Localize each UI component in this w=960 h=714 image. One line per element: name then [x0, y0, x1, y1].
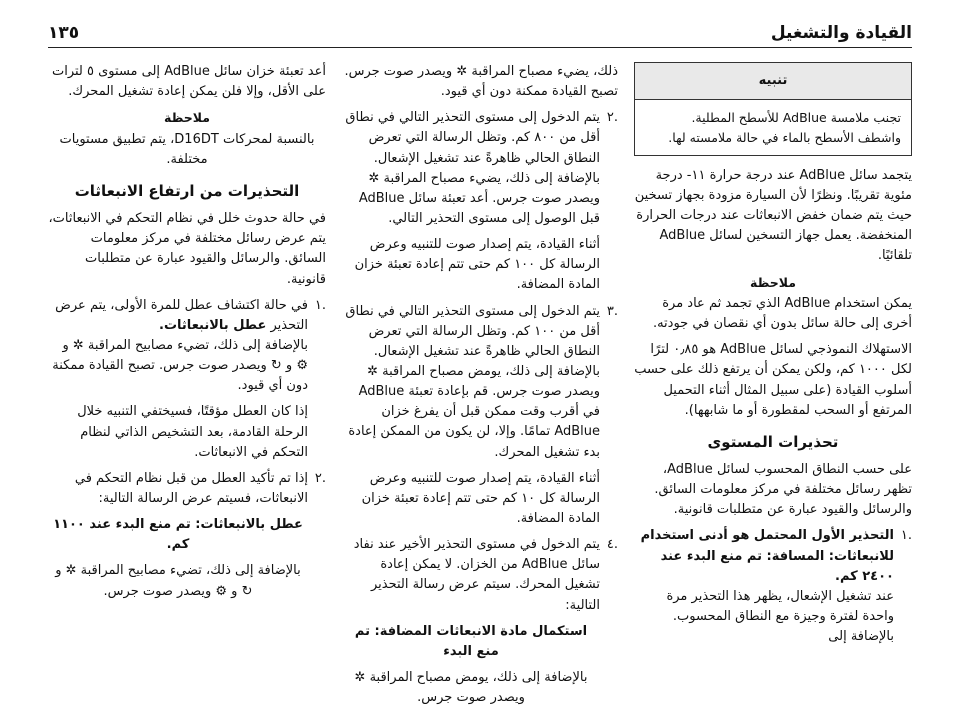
list-item-bold: استكمال مادة الانبعاثات المضافة: تم منع البدء: [354, 623, 588, 659]
list-item-text: يتم الدخول في مستوى التحذير الأخير عند نفاد سائل AdBlue من الخزان. لا يمكن إعادة تشغيل المحرك. سيتم عرض رسالة التحذير التالية:: [353, 537, 600, 613]
list-item-text: بالإضافة إلى ذلك، تضيء مصابيح المراقبة ✲ و ↻ و ⚙ ويصدر صوت جرس.: [55, 563, 301, 599]
list-item-text: إذا تم تأكيد العطل من قبل نظام التحكم في الانبعاثات، فسيتم عرض الرسالة التالية:: [74, 470, 308, 507]
notice-title: تنبيه: [635, 63, 911, 100]
list-item-bold: عطل بالانبعاثات.: [159, 317, 267, 333]
list-number: .١: [900, 528, 912, 544]
note-label: ملاحظة: [750, 274, 796, 290]
note-text: بالنسبة لمحركات D16DT، يتم تطبيق مستويات مختلفة.: [59, 131, 315, 167]
list-item-bold: عطل بالانبعاثات: تم منع البدء عند ١١٠٠ كم.: [53, 517, 303, 553]
list-item-text: يتم الدخول إلى مستوى التحذير التالي في نطاق أقل من ١٠٠ كم. وتظل الرسالة التي تعرض النطاق الحالي ظاهرةً عند تشغيل الإشعال. بالإضافة إلى ذلك، يومض مصباح المراقبة ✲ ويصدر صوت جرس. قم بإعادة تعبئة AdBlue في أقرب وقت ممكن قبل أن يفرغ خزان AdBlue تمامًا. وإلا، لن يكون من الممكن إعادة بدء تشغيل المحرك.: [345, 303, 600, 460]
column-middle: [342, 62, 618, 714]
note-label: ملاحظة: [164, 110, 210, 126]
section-heading: التحذيرات من ارتفاع الانبعاثات: [74, 181, 300, 200]
list-item-text: بالإضافة إلى ذلك، يومض مصباح المراقبة ✲ ويصدر صوت جرس.: [354, 669, 588, 706]
column-right: [634, 62, 912, 653]
list-item-text: أثناء القيادة، يتم إصدار صوت للتنبيه وعرض الرسالة كل ١٠٠ كم حتى تتم إعادة تعبئة خزان المادة المضافة.: [354, 237, 600, 293]
list-number: .٤: [606, 537, 618, 553]
warning-list: [342, 108, 618, 708]
paragraph: أعد تعبئة خزان سائل AdBlue إلى مستوى ٥ لترات على الأقل، وإلا فلن يمكن إعادة تشغيل المحرك.: [51, 64, 326, 100]
list-number: .٢: [314, 470, 326, 486]
notice-box: [634, 62, 912, 156]
list-item: [342, 108, 618, 295]
paragraph: الاستهلاك النموذجي لسائل AdBlue هو ٠٫٨٥ لترًا لكل ١٠٠٠ كم، ولكن يمكن أن يرتفع ذلك على حسب أسلوب القيادة (على سبيل المثال أثناء التحميل المرتفع أو السحب لمقطورة أو ما شابهها).: [634, 342, 912, 418]
page-header: [48, 18, 912, 48]
list-item: [342, 302, 618, 530]
paragraph: يتجمد سائل AdBlue عند درجة حرارة ١١- درجة مئوية تقريبًا. ونظرًا لأن السيارة مزودة بجهاز تسخين حيث يتم ضمان خفض الانبعاثات عند درجات الحرارة المنخفضة. يعمل جهاز التسخين لسائل AdBlue تلقائيًا.: [634, 167, 912, 264]
paragraph: ذلك، يضيء مصباح المراقبة ✲ ويصدر صوت جرس. تصبح القيادة ممكنة دون أي قيود.: [344, 64, 618, 100]
list-number: .٣: [606, 303, 618, 319]
list-item-text: بالإضافة إلى ذلك، تضيء مصابيح المراقبة ✲ و ⚙ و ↻ ويصدر صوت جرس. تصبح القيادة ممكنة دون أي قيود.: [52, 338, 308, 394]
warning-list: [634, 526, 912, 647]
list-number: .٢: [606, 110, 618, 126]
list-item-text: أثناء القيادة، يتم إصدار صوت للتنبيه وعرض الرسالة كل ١٠ كم حتى تتم إعادة تعبئة خزان المادة المضافة.: [361, 470, 600, 526]
list-item: [48, 469, 326, 602]
fault-list: [48, 296, 326, 602]
list-item-text: في حالة اكتشاف عطل للمرة الأولى، يتم عرض التحذير: [55, 297, 308, 333]
note-text: يمكن استخدام AdBlue الذي تجمد ثم عاد مرة أخرى إلى حالة سائل بدون أي نقصان في جودته.: [652, 295, 912, 332]
list-item-text: إذا كان العطل مؤقتًا، فسيختفي التنبيه خلال الرحلة القادمة، بعد التشخيص الذاتي لنظام التحكم في الانبعاثات.: [77, 404, 308, 460]
paragraph: في حالة حدوث خلل في نظام التحكم في الانبعاثات، يتم عرض رسائل مختلفة في مركز معلومات السائق. والرسائل والقيود عبارة عن متطلبات قانونية.: [48, 211, 326, 287]
list-item: [634, 526, 912, 647]
notice-body: تجنب ملامسة AdBlue للأسطح المطلية. واشطف الأسطح بالماء في حالة ملامسته لها.: [668, 110, 901, 145]
paragraph: على حسب النطاق المحسوب لسائل AdBlue، تظهر رسائل مختلفة في مركز معلومات السائق. والرسائل والقيود عبارة عن متطلبات قانونية.: [654, 462, 912, 518]
section-title: القيادة والتشغيل: [770, 23, 912, 43]
list-item-text: يتم الدخول إلى مستوى التحذير التالي في نطاق أقل من ٨٠٠ كم. وتظل الرسالة التي تعرض النطاق الحالي ظاهرةً عند تشغيل الإشعال. بالإضافة إلى ذلك، يضيء مصباح المراقبة ✲ ويصدر صوت جرس. أعد تعبئة سائل AdBlue قبل الوصول إلى مستوى التحذير التالي.: [345, 110, 600, 226]
list-item-bold: التحذير الأول المحتمل هو أدنى استخدام للانبعاثات: المسافة: تم منع البدء عند ٢٤٠٠ كم.: [640, 528, 894, 584]
list-item: [342, 535, 618, 708]
list-number: .١: [314, 297, 326, 313]
list-item-text: عند تشغيل الإشعال، يظهر هذا التحذير مرة واحدة لفترة وجيزة مع النطاق المحسوب. بالإضافة إلى: [666, 588, 894, 645]
page-number: ١٣٥: [48, 23, 80, 43]
list-item: [48, 296, 326, 463]
section-heading: تحذيرات المستوى: [707, 432, 839, 451]
column-left: [48, 62, 326, 608]
